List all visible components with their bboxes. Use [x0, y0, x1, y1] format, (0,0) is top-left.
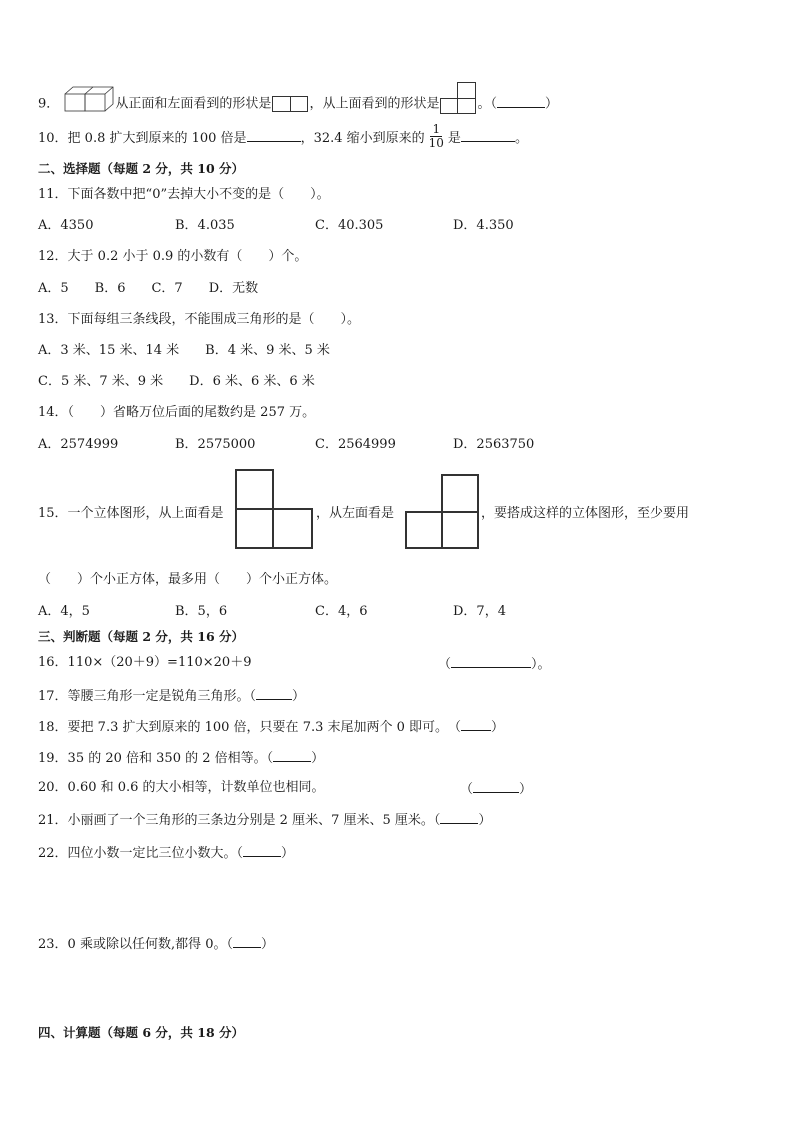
- question-14: 14．（ ）省略万位后面的尾数约是 257 万。: [38, 405, 316, 420]
- answer-blank[interactable]: [247, 128, 301, 142]
- answer-blank[interactable]: [256, 686, 292, 700]
- question-10: [38, 124, 528, 154]
- front-view-figure: [272, 96, 308, 112]
- top-view-figure: [440, 82, 476, 114]
- question-9: [38, 88, 558, 120]
- answer-blank[interactable]: [233, 934, 261, 948]
- option-d[interactable]: D．4.350: [453, 218, 514, 233]
- top-view-shape: [235, 469, 313, 549]
- paren-open: （: [438, 657, 452, 672]
- options-row[interactable]: C．5 米、7 米、9 米 D．6 米、6 米、6 米: [38, 374, 315, 389]
- question-text: 23．0 乘或除以任何数,都得 0。（: [38, 937, 233, 952]
- question-text: 10．把 0.8 扩大到原来的 100 倍是: [38, 131, 247, 146]
- question-text: 21．小丽画了一个三角形的三条边分别是 2 厘米、7 厘米、5 厘米。（: [38, 813, 441, 828]
- question-19: [38, 748, 324, 768]
- option-d[interactable]: D．2563750: [453, 437, 535, 452]
- question-text: 19．35 的 20 倍和 350 的 2 倍相等。（: [38, 751, 274, 766]
- options-row[interactable]: A．5 B．6 C．7 D．无数: [38, 281, 259, 296]
- question-22: [38, 843, 294, 863]
- question-11: 11．下面各数中把“0”去掉大小不变的是（ ）。: [38, 187, 330, 202]
- option-b[interactable]: B．5，6: [175, 604, 228, 619]
- question-18: [38, 717, 504, 737]
- option-d[interactable]: D．7，4: [453, 604, 506, 619]
- paren-close: ）: [281, 846, 295, 861]
- option-c[interactable]: C．40.305: [315, 218, 384, 233]
- answer-blank[interactable]: [273, 748, 311, 762]
- question-21: [38, 810, 491, 830]
- paren-close: ）。: [531, 657, 551, 672]
- paren-close: ）: [519, 782, 533, 797]
- left-view-shape: [405, 474, 479, 549]
- answer-blank[interactable]: [451, 654, 531, 668]
- question-16: 16．110×（20＋9）=110×20＋9: [38, 655, 252, 670]
- option-a[interactable]: A．4，5: [38, 604, 90, 619]
- fraction-numerator: 1: [432, 122, 441, 136]
- section-heading: 四、计算题（每题 6 分，共 18 分）: [38, 1025, 245, 1040]
- paren-close: ）: [260, 937, 274, 952]
- answer-blank[interactable]: [473, 779, 519, 793]
- answer-paren: [460, 779, 532, 799]
- cube-figure-icon: [63, 85, 115, 113]
- answer-blank[interactable]: [461, 717, 491, 731]
- option-a[interactable]: A．2574999: [38, 437, 119, 452]
- question-17: [38, 686, 305, 706]
- question-text: 从正面和左面看到的形状是: [115, 96, 272, 112]
- answer-paren: [438, 654, 551, 674]
- question-12: 12．大于 0.2 小于 0.9 的小数有（ ）个。: [38, 249, 308, 264]
- paren-close: ）: [478, 813, 492, 828]
- answer-blank[interactable]: [461, 128, 515, 142]
- question-15-part1: 15．一个立体图形，从上面看是: [38, 506, 224, 521]
- question-15-part2: ，从左面看是: [316, 506, 395, 521]
- question-text: 。: [514, 131, 528, 146]
- question-15-part4: （ ）个小正方体，最多用（ ）个小正方体。: [38, 572, 338, 587]
- option-a[interactable]: A．4350: [38, 218, 94, 233]
- question-13: 13．下面每组三条线段，不能围成三角形的是（ ）。: [38, 312, 361, 327]
- question-15-part3: ，要搭成这样的立体图形，至少要用: [481, 506, 690, 521]
- section-heading: 二、选择题（每题 2 分，共 10 分）: [38, 161, 245, 176]
- paren-open: （: [460, 782, 474, 797]
- question-text: 22．四位小数一定比三位小数大。（: [38, 846, 244, 861]
- options-row[interactable]: A．3 米、15 米、14 米 B．4 米、9 米、5 米: [38, 343, 330, 358]
- paren-close: ）: [292, 689, 306, 704]
- answer-blank[interactable]: [497, 94, 545, 108]
- question-number: 9．: [38, 96, 60, 112]
- option-b[interactable]: B．2575000: [175, 437, 256, 452]
- question-text: ，从上面看到的形状是: [309, 96, 440, 112]
- paren-close: ）: [311, 751, 325, 766]
- answer-blank[interactable]: [440, 810, 478, 824]
- answer-blank[interactable]: [243, 843, 281, 857]
- question-20: 20．0.60 和 0.6 的大小相等，计数单位也相同。: [38, 780, 325, 795]
- paren-close: ）: [491, 720, 505, 735]
- option-b[interactable]: B．4.035: [175, 218, 235, 233]
- fraction-denominator: 10: [428, 136, 444, 150]
- question-text: 。（: [477, 96, 497, 112]
- question-text: ，32.4 缩小到原来的: [300, 131, 425, 146]
- question-text: ）: [544, 96, 558, 112]
- option-c[interactable]: C．2564999: [315, 437, 396, 452]
- question-23: [38, 934, 274, 954]
- question-text: 是: [447, 131, 461, 146]
- question-text: 18．要把 7.3 扩大到原来的 100 倍，只要在 7.3 末尾加两个 0 即可。 （: [38, 720, 462, 735]
- fraction: [427, 123, 446, 150]
- option-c[interactable]: C．4，6: [315, 604, 368, 619]
- question-text: 17．等腰三角形一定是锐角三角形。（: [38, 689, 257, 704]
- section-heading: 三、判断题（每题 2 分，共 16 分）: [38, 629, 245, 644]
